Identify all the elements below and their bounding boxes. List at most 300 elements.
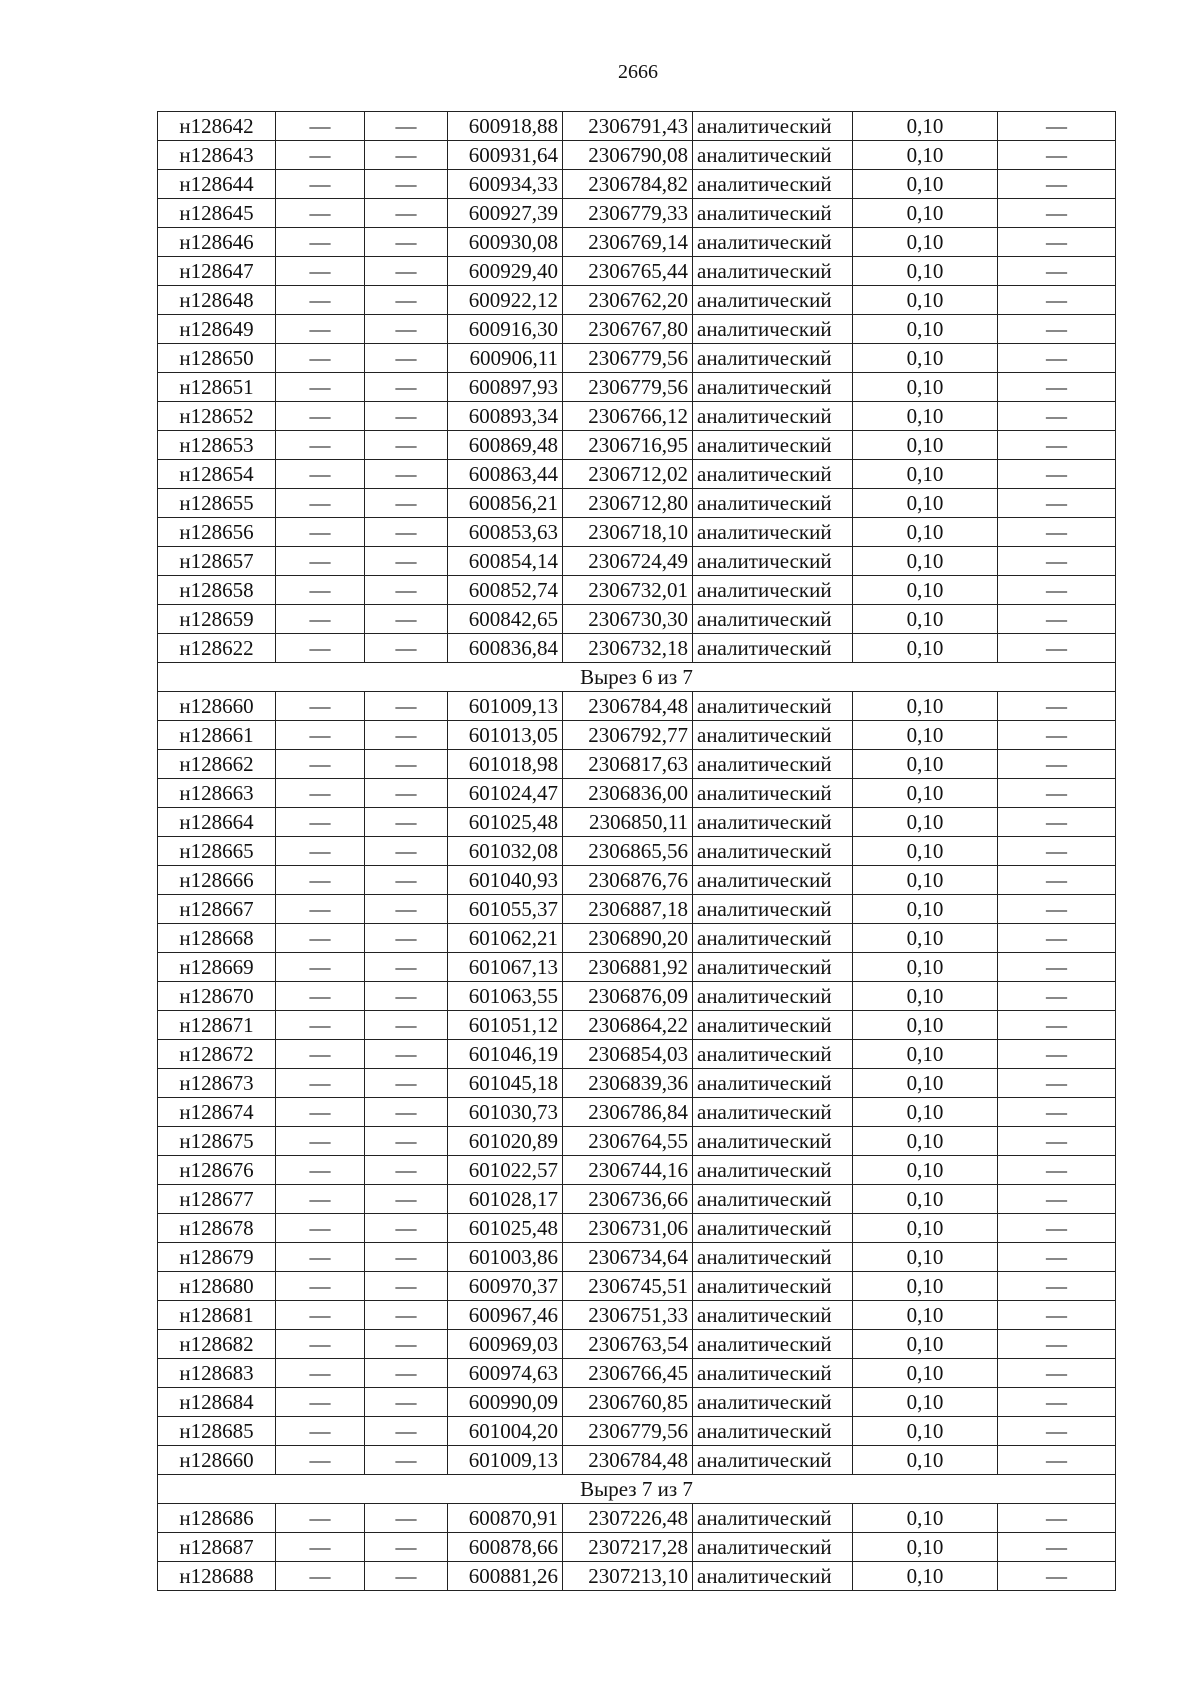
accuracy-cell: 0,10: [853, 1330, 998, 1359]
point-name-cell: н128682: [158, 1330, 276, 1359]
empty-value-cell: —: [998, 1388, 1116, 1417]
x-coordinate-cell: 600893,34: [448, 402, 563, 431]
method-cell: аналитический: [693, 431, 853, 460]
empty-value-cell: —: [276, 895, 365, 924]
empty-value-cell: —: [276, 518, 365, 547]
method-cell: аналитический: [693, 837, 853, 866]
table-row: [158, 1098, 1116, 1127]
empty-value-cell: —: [998, 1562, 1116, 1591]
empty-value-cell: —: [276, 489, 365, 518]
method-cell: аналитический: [693, 1272, 853, 1301]
empty-value-cell: —: [998, 895, 1116, 924]
empty-value-cell: —: [998, 808, 1116, 837]
point-name-cell: н128668: [158, 924, 276, 953]
y-coordinate-cell: 2306865,56: [563, 837, 693, 866]
method-cell: аналитический: [693, 1185, 853, 1214]
table-row: [158, 1504, 1116, 1533]
method-cell: аналитический: [693, 1446, 853, 1475]
table-row: [158, 1301, 1116, 1330]
table-row: [158, 402, 1116, 431]
method-cell: аналитический: [693, 721, 853, 750]
y-coordinate-cell: 2306784,82: [563, 170, 693, 199]
method-cell: аналитический: [693, 199, 853, 228]
empty-value-cell: —: [276, 1359, 365, 1388]
table-row: [158, 953, 1116, 982]
table-row: [158, 1417, 1116, 1446]
y-coordinate-cell: 2306730,30: [563, 605, 693, 634]
table-row: [158, 228, 1116, 257]
method-cell: аналитический: [693, 1388, 853, 1417]
method-cell: аналитический: [693, 605, 853, 634]
method-cell: аналитический: [693, 141, 853, 170]
table-row: [158, 1388, 1116, 1417]
method-cell: аналитический: [693, 866, 853, 895]
empty-value-cell: —: [998, 315, 1116, 344]
y-coordinate-cell: 2306763,54: [563, 1330, 693, 1359]
method-cell: аналитический: [693, 1533, 853, 1562]
table-row: [158, 924, 1116, 953]
empty-value-cell: —: [998, 1011, 1116, 1040]
empty-value-cell: —: [998, 112, 1116, 141]
empty-value-cell: —: [365, 750, 448, 779]
accuracy-cell: 0,10: [853, 605, 998, 634]
accuracy-cell: 0,10: [853, 576, 998, 605]
accuracy-cell: 0,10: [853, 1040, 998, 1069]
empty-value-cell: —: [998, 257, 1116, 286]
accuracy-cell: 0,10: [853, 373, 998, 402]
table-row: [158, 750, 1116, 779]
table-row: [158, 982, 1116, 1011]
empty-value-cell: —: [276, 953, 365, 982]
point-name-cell: н128671: [158, 1011, 276, 1040]
y-coordinate-cell: 2306732,18: [563, 634, 693, 663]
method-cell: аналитический: [693, 1040, 853, 1069]
table-row: [158, 779, 1116, 808]
method-cell: аналитический: [693, 692, 853, 721]
empty-value-cell: —: [365, 924, 448, 953]
empty-value-cell: —: [998, 1301, 1116, 1330]
empty-value-cell: —: [998, 837, 1116, 866]
empty-value-cell: —: [998, 547, 1116, 576]
table-row: [158, 1011, 1116, 1040]
empty-value-cell: —: [365, 1330, 448, 1359]
empty-value-cell: —: [998, 1446, 1116, 1475]
point-name-cell: н128657: [158, 547, 276, 576]
empty-value-cell: —: [365, 1098, 448, 1127]
empty-value-cell: —: [365, 1417, 448, 1446]
point-name-cell: н128675: [158, 1127, 276, 1156]
y-coordinate-cell: 2306765,44: [563, 257, 693, 286]
accuracy-cell: 0,10: [853, 1388, 998, 1417]
y-coordinate-cell: 2306779,56: [563, 373, 693, 402]
empty-value-cell: —: [365, 1156, 448, 1185]
accuracy-cell: 0,10: [853, 431, 998, 460]
accuracy-cell: 0,10: [853, 344, 998, 373]
x-coordinate-cell: 600918,88: [448, 112, 563, 141]
empty-value-cell: —: [276, 634, 365, 663]
empty-value-cell: —: [365, 1301, 448, 1330]
section-title: Вырез 7 из 7: [158, 1475, 1116, 1504]
empty-value-cell: —: [998, 576, 1116, 605]
method-cell: аналитический: [693, 924, 853, 953]
method-cell: аналитический: [693, 1214, 853, 1243]
empty-value-cell: —: [365, 1185, 448, 1214]
empty-value-cell: —: [998, 1417, 1116, 1446]
accuracy-cell: 0,10: [853, 547, 998, 576]
empty-value-cell: —: [365, 1011, 448, 1040]
table-row: [158, 373, 1116, 402]
x-coordinate-cell: 600990,09: [448, 1388, 563, 1417]
accuracy-cell: 0,10: [853, 634, 998, 663]
empty-value-cell: —: [365, 866, 448, 895]
table-row: [158, 866, 1116, 895]
x-coordinate-cell: 601018,98: [448, 750, 563, 779]
empty-value-cell: —: [276, 721, 365, 750]
table-row: [158, 1127, 1116, 1156]
empty-value-cell: —: [365, 1069, 448, 1098]
x-coordinate-cell: 600967,46: [448, 1301, 563, 1330]
accuracy-cell: 0,10: [853, 924, 998, 953]
table-row: [158, 634, 1116, 663]
x-coordinate-cell: 601055,37: [448, 895, 563, 924]
y-coordinate-cell: 2306731,06: [563, 1214, 693, 1243]
empty-value-cell: —: [365, 112, 448, 141]
method-cell: аналитический: [693, 1069, 853, 1098]
table-row: [158, 1156, 1116, 1185]
empty-value-cell: —: [998, 286, 1116, 315]
table-row: [158, 518, 1116, 547]
accuracy-cell: 0,10: [853, 402, 998, 431]
empty-value-cell: —: [998, 1040, 1116, 1069]
table-row: [158, 286, 1116, 315]
empty-value-cell: —: [365, 1243, 448, 1272]
x-coordinate-cell: 600922,12: [448, 286, 563, 315]
y-coordinate-cell: 2306718,10: [563, 518, 693, 547]
accuracy-cell: 0,10: [853, 692, 998, 721]
empty-value-cell: —: [998, 982, 1116, 1011]
empty-value-cell: —: [276, 1185, 365, 1214]
method-cell: аналитический: [693, 1359, 853, 1388]
y-coordinate-cell: 2306779,56: [563, 1417, 693, 1446]
empty-value-cell: —: [998, 1243, 1116, 1272]
y-coordinate-cell: 2306792,77: [563, 721, 693, 750]
accuracy-cell: 0,10: [853, 1359, 998, 1388]
empty-value-cell: —: [276, 228, 365, 257]
accuracy-cell: 0,10: [853, 1301, 998, 1330]
y-coordinate-cell: 2306712,02: [563, 460, 693, 489]
empty-value-cell: —: [365, 1562, 448, 1591]
x-coordinate-cell: 601025,48: [448, 808, 563, 837]
table-row: [158, 1185, 1116, 1214]
empty-value-cell: —: [998, 1533, 1116, 1562]
method-cell: аналитический: [693, 1301, 853, 1330]
accuracy-cell: 0,10: [853, 837, 998, 866]
table-row: [158, 460, 1116, 489]
empty-value-cell: —: [365, 808, 448, 837]
empty-value-cell: —: [365, 373, 448, 402]
x-coordinate-cell: 600916,30: [448, 315, 563, 344]
table-row: [158, 431, 1116, 460]
x-coordinate-cell: 601020,89: [448, 1127, 563, 1156]
x-coordinate-cell: 600974,63: [448, 1359, 563, 1388]
x-coordinate-cell: 601009,13: [448, 1446, 563, 1475]
point-name-cell: н128658: [158, 576, 276, 605]
table-row: [158, 257, 1116, 286]
empty-value-cell: —: [998, 1214, 1116, 1243]
empty-value-cell: —: [365, 518, 448, 547]
empty-value-cell: —: [998, 1185, 1116, 1214]
section-header-row: [158, 663, 1116, 692]
section-title: Вырез 6 из 7: [158, 663, 1116, 692]
table-row: [158, 344, 1116, 373]
empty-value-cell: —: [998, 634, 1116, 663]
empty-value-cell: —: [998, 141, 1116, 170]
method-cell: аналитический: [693, 286, 853, 315]
empty-value-cell: —: [276, 1272, 365, 1301]
empty-value-cell: —: [365, 431, 448, 460]
empty-value-cell: —: [998, 692, 1116, 721]
empty-value-cell: —: [365, 837, 448, 866]
table-row: [158, 1533, 1116, 1562]
x-coordinate-cell: 601040,93: [448, 866, 563, 895]
x-coordinate-cell: 600931,64: [448, 141, 563, 170]
point-name-cell: н128673: [158, 1069, 276, 1098]
y-coordinate-cell: 2306744,16: [563, 1156, 693, 1185]
table-row: [158, 1243, 1116, 1272]
table-row: [158, 315, 1116, 344]
y-coordinate-cell: 2306724,49: [563, 547, 693, 576]
table-row: [158, 1040, 1116, 1069]
accuracy-cell: 0,10: [853, 141, 998, 170]
y-coordinate-cell: 2306745,51: [563, 1272, 693, 1301]
empty-value-cell: —: [365, 402, 448, 431]
x-coordinate-cell: 600970,37: [448, 1272, 563, 1301]
table-row: [158, 489, 1116, 518]
point-name-cell: н128679: [158, 1243, 276, 1272]
table-row: [158, 1446, 1116, 1475]
point-name-cell: н128622: [158, 634, 276, 663]
accuracy-cell: 0,10: [853, 1069, 998, 1098]
point-name-cell: н128654: [158, 460, 276, 489]
point-name-cell: н128664: [158, 808, 276, 837]
empty-value-cell: —: [998, 1156, 1116, 1185]
table-row: [158, 141, 1116, 170]
x-coordinate-cell: 601013,05: [448, 721, 563, 750]
point-name-cell: н128674: [158, 1098, 276, 1127]
table-row: [158, 808, 1116, 837]
x-coordinate-cell: 601046,19: [448, 1040, 563, 1069]
point-name-cell: н128648: [158, 286, 276, 315]
y-coordinate-cell: 2306784,48: [563, 692, 693, 721]
point-name-cell: н128662: [158, 750, 276, 779]
x-coordinate-cell: 600927,39: [448, 199, 563, 228]
empty-value-cell: —: [365, 953, 448, 982]
y-coordinate-cell: 2306732,01: [563, 576, 693, 605]
point-name-cell: н128685: [158, 1417, 276, 1446]
x-coordinate-cell: 601009,13: [448, 692, 563, 721]
method-cell: аналитический: [693, 170, 853, 199]
empty-value-cell: —: [276, 112, 365, 141]
accuracy-cell: 0,10: [853, 1272, 998, 1301]
table-row: [158, 837, 1116, 866]
empty-value-cell: —: [365, 141, 448, 170]
y-coordinate-cell: 2306881,92: [563, 953, 693, 982]
empty-value-cell: —: [276, 1040, 365, 1069]
y-coordinate-cell: 2306766,12: [563, 402, 693, 431]
y-coordinate-cell: 2306786,84: [563, 1098, 693, 1127]
method-cell: аналитический: [693, 1417, 853, 1446]
accuracy-cell: 0,10: [853, 1446, 998, 1475]
empty-value-cell: —: [276, 808, 365, 837]
empty-value-cell: —: [276, 286, 365, 315]
table-row: [158, 1562, 1116, 1591]
x-coordinate-cell: 600881,26: [448, 1562, 563, 1591]
empty-value-cell: —: [276, 982, 365, 1011]
method-cell: аналитический: [693, 1011, 853, 1040]
empty-value-cell: —: [276, 141, 365, 170]
empty-value-cell: —: [998, 1504, 1116, 1533]
y-coordinate-cell: 2306779,56: [563, 344, 693, 373]
y-coordinate-cell: 2307226,48: [563, 1504, 693, 1533]
table-row: [158, 1214, 1116, 1243]
point-name-cell: н128653: [158, 431, 276, 460]
x-coordinate-cell: 601022,57: [448, 1156, 563, 1185]
empty-value-cell: —: [276, 257, 365, 286]
point-name-cell: н128647: [158, 257, 276, 286]
method-cell: аналитический: [693, 808, 853, 837]
y-coordinate-cell: 2306769,14: [563, 228, 693, 257]
x-coordinate-cell: 600930,08: [448, 228, 563, 257]
empty-value-cell: —: [365, 1533, 448, 1562]
point-name-cell: н128652: [158, 402, 276, 431]
empty-value-cell: —: [276, 837, 365, 866]
x-coordinate-cell: 601003,86: [448, 1243, 563, 1272]
empty-value-cell: —: [998, 1127, 1116, 1156]
point-name-cell: н128677: [158, 1185, 276, 1214]
empty-value-cell: —: [276, 1127, 365, 1156]
point-name-cell: н128684: [158, 1388, 276, 1417]
empty-value-cell: —: [365, 634, 448, 663]
accuracy-cell: 0,10: [853, 895, 998, 924]
empty-value-cell: —: [365, 286, 448, 315]
empty-value-cell: —: [365, 982, 448, 1011]
x-coordinate-cell: 600897,93: [448, 373, 563, 402]
point-name-cell: н128678: [158, 1214, 276, 1243]
accuracy-cell: 0,10: [853, 1011, 998, 1040]
empty-value-cell: —: [998, 344, 1116, 373]
accuracy-cell: 0,10: [853, 1504, 998, 1533]
table-row: [158, 721, 1116, 750]
empty-value-cell: —: [276, 1388, 365, 1417]
x-coordinate-cell: 600870,91: [448, 1504, 563, 1533]
accuracy-cell: 0,10: [853, 982, 998, 1011]
x-coordinate-cell: 600934,33: [448, 170, 563, 199]
empty-value-cell: —: [276, 924, 365, 953]
empty-value-cell: —: [998, 228, 1116, 257]
point-name-cell: н128680: [158, 1272, 276, 1301]
y-coordinate-cell: 2306779,33: [563, 199, 693, 228]
empty-value-cell: —: [276, 315, 365, 344]
point-name-cell: н128655: [158, 489, 276, 518]
point-name-cell: н128670: [158, 982, 276, 1011]
x-coordinate-cell: 601062,21: [448, 924, 563, 953]
method-cell: аналитический: [693, 982, 853, 1011]
method-cell: аналитический: [693, 750, 853, 779]
table-row: [158, 1069, 1116, 1098]
accuracy-cell: 0,10: [853, 199, 998, 228]
x-coordinate-cell: 600929,40: [448, 257, 563, 286]
point-name-cell: н128646: [158, 228, 276, 257]
accuracy-cell: 0,10: [853, 808, 998, 837]
method-cell: аналитический: [693, 1243, 853, 1272]
method-cell: аналитический: [693, 547, 853, 576]
point-name-cell: н128651: [158, 373, 276, 402]
y-coordinate-cell: 2306890,20: [563, 924, 693, 953]
empty-value-cell: —: [998, 1272, 1116, 1301]
table-row: [158, 1359, 1116, 1388]
empty-value-cell: —: [365, 228, 448, 257]
accuracy-cell: 0,10: [853, 1562, 998, 1591]
accuracy-cell: 0,10: [853, 953, 998, 982]
point-name-cell: н128681: [158, 1301, 276, 1330]
point-name-cell: н128659: [158, 605, 276, 634]
empty-value-cell: —: [998, 1330, 1116, 1359]
empty-value-cell: —: [276, 1069, 365, 1098]
empty-value-cell: —: [276, 1417, 365, 1446]
empty-value-cell: —: [998, 779, 1116, 808]
method-cell: аналитический: [693, 1504, 853, 1533]
empty-value-cell: —: [998, 953, 1116, 982]
x-coordinate-cell: 600854,14: [448, 547, 563, 576]
table-row: [158, 170, 1116, 199]
empty-value-cell: —: [998, 924, 1116, 953]
empty-value-cell: —: [998, 1359, 1116, 1388]
y-coordinate-cell: 2306760,85: [563, 1388, 693, 1417]
x-coordinate-cell: 600853,63: [448, 518, 563, 547]
empty-value-cell: —: [998, 489, 1116, 518]
empty-value-cell: —: [276, 170, 365, 199]
empty-value-cell: —: [998, 605, 1116, 634]
empty-value-cell: —: [276, 576, 365, 605]
x-coordinate-cell: 601063,55: [448, 982, 563, 1011]
empty-value-cell: —: [276, 199, 365, 228]
point-name-cell: н128687: [158, 1533, 276, 1562]
point-name-cell: н128649: [158, 315, 276, 344]
x-coordinate-cell: 601004,20: [448, 1417, 563, 1446]
method-cell: аналитический: [693, 634, 853, 663]
y-coordinate-cell: 2307213,10: [563, 1562, 693, 1591]
x-coordinate-cell: 601051,12: [448, 1011, 563, 1040]
table-row: [158, 692, 1116, 721]
point-name-cell: н128661: [158, 721, 276, 750]
empty-value-cell: —: [276, 1214, 365, 1243]
x-coordinate-cell: 601024,47: [448, 779, 563, 808]
coordinates-table: [157, 111, 1116, 1591]
x-coordinate-cell: 600852,74: [448, 576, 563, 605]
empty-value-cell: —: [276, 1330, 365, 1359]
empty-value-cell: —: [365, 605, 448, 634]
x-coordinate-cell: 600869,48: [448, 431, 563, 460]
point-name-cell: н128650: [158, 344, 276, 373]
x-coordinate-cell: 601025,48: [448, 1214, 563, 1243]
y-coordinate-cell: 2306736,66: [563, 1185, 693, 1214]
empty-value-cell: —: [365, 1388, 448, 1417]
y-coordinate-cell: 2306762,20: [563, 286, 693, 315]
point-name-cell: н128642: [158, 112, 276, 141]
point-name-cell: н128663: [158, 779, 276, 808]
accuracy-cell: 0,10: [853, 257, 998, 286]
accuracy-cell: 0,10: [853, 750, 998, 779]
